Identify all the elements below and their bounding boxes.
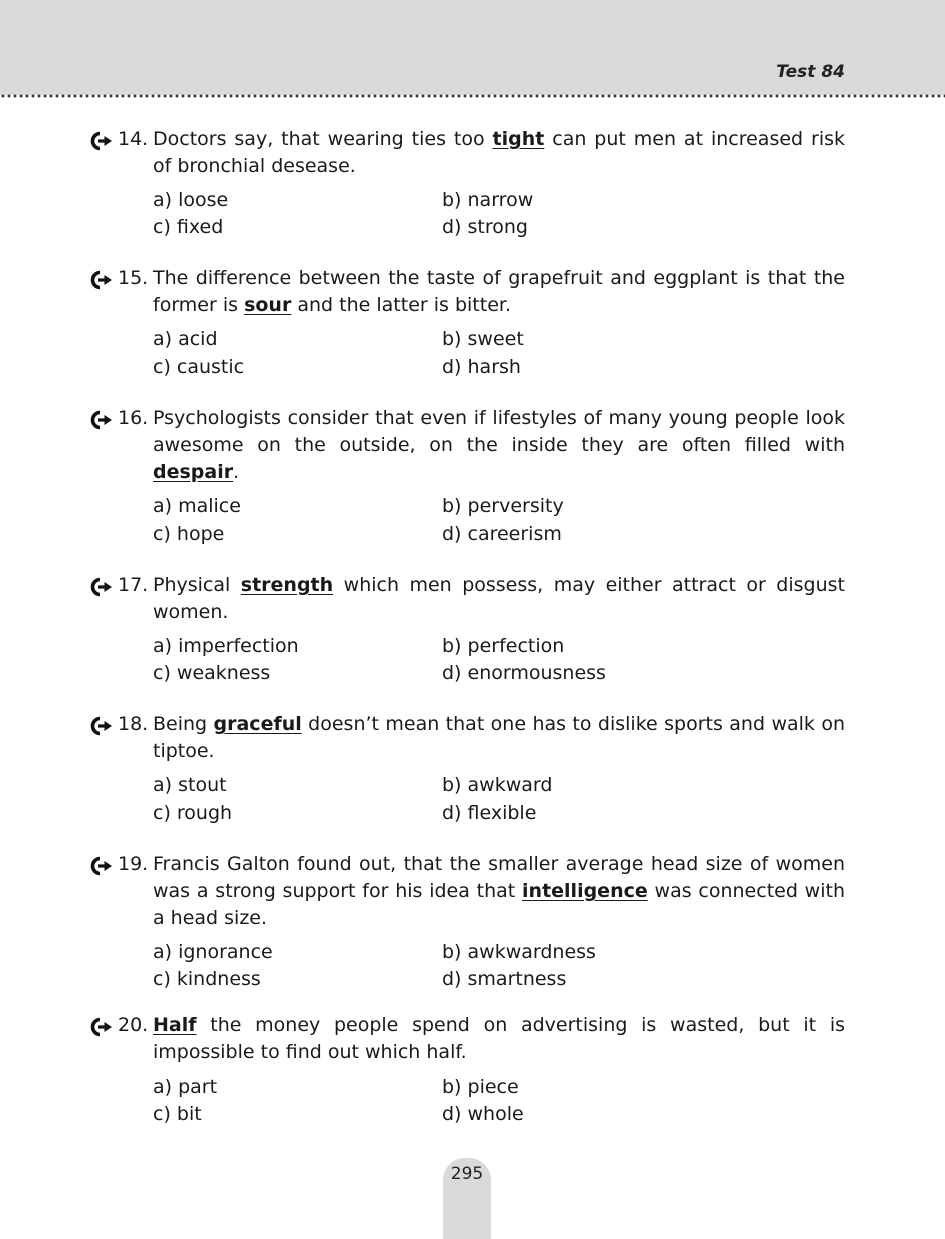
option-c[interactable]: c) caustic: [153, 356, 245, 378]
question-text: Physical strength which men possess, may either attract or disgust women.: [153, 574, 845, 623]
question-text: Doctors say, that wearing ties too tight can put men at increased risk of bronchial desease.: [153, 128, 846, 177]
question-text: Being graceful doesn’t mean that one has to dislike sports and walk on tiptoe.: [153, 713, 845, 762]
option-d[interactable]: d) enormousness: [442, 662, 606, 684]
option-b[interactable]: b) sweet: [442, 328, 524, 350]
option-b[interactable]: b) narrow: [442, 189, 534, 211]
option-b[interactable]: b) awkward: [442, 774, 553, 796]
arrow-bullet-icon: [90, 131, 114, 151]
option-a[interactable]: a) loose: [153, 189, 229, 211]
key-word: Half: [153, 1014, 197, 1036]
option-a[interactable]: a) part: [153, 1076, 218, 1098]
option-b[interactable]: b) piece: [442, 1076, 519, 1098]
question-text: The difference between the taste of grapefruit and eggplant is that the former is sour and the latter is bitter.: [153, 267, 845, 316]
question-number: 20.: [118, 1014, 149, 1036]
arrow-bullet-icon: [90, 856, 114, 876]
question-number: 19.: [118, 853, 149, 875]
option-d[interactable]: d) flexible: [442, 802, 537, 824]
question-text: Psychologists consider that even if lifestyles of many young people look awesome on the outside, on the inside they are often filled with despair.: [153, 407, 845, 483]
arrow-bullet-icon: [90, 1017, 114, 1037]
arrow-bullet-icon: [90, 410, 114, 430]
arrow-bullet-icon: [90, 577, 114, 597]
question-number: 14.: [118, 128, 149, 150]
question-text: Half the money people spend on advertising is wasted, but it is impossible to find out which half.: [153, 1014, 845, 1063]
option-d[interactable]: d) whole: [442, 1103, 524, 1125]
option-b[interactable]: b) perversity: [442, 495, 564, 517]
option-a[interactable]: a) ignorance: [153, 941, 273, 963]
key-word: tight: [492, 128, 545, 150]
question-number: 18.: [118, 713, 149, 735]
question-number: 16.: [118, 407, 149, 429]
key-word: graceful: [213, 713, 302, 735]
option-c[interactable]: c) fixed: [153, 216, 224, 238]
page-number: 295: [450, 1164, 484, 1184]
arrow-bullet-icon: [90, 716, 114, 736]
option-c[interactable]: c) hope: [153, 523, 225, 545]
option-a[interactable]: a) malice: [153, 495, 241, 517]
dotted-divider: [0, 93, 945, 101]
option-b[interactable]: b) awkwardness: [442, 941, 596, 963]
option-c[interactable]: c) rough: [153, 802, 233, 824]
option-a[interactable]: a) stout: [153, 774, 227, 796]
test-title: Test 84: [776, 62, 845, 82]
key-word: sour: [244, 294, 292, 316]
question-number: 15.: [118, 267, 149, 289]
option-d[interactable]: d) strong: [442, 216, 528, 238]
option-c[interactable]: c) kindness: [153, 968, 261, 990]
key-word: despair: [153, 461, 234, 483]
option-c[interactable]: c) weakness: [153, 662, 271, 684]
option-a[interactable]: a) imperfection: [153, 635, 299, 657]
option-c[interactable]: c) bit: [153, 1103, 202, 1125]
key-word: strength: [240, 574, 334, 596]
question-text: Francis Galton found out, that the smaller average head size of women was a strong support for his idea that intelligence was connected with a head size.: [153, 853, 845, 929]
option-b[interactable]: b) perfection: [442, 635, 565, 657]
key-word: intelligence: [522, 880, 648, 902]
page-header: [0, 0, 945, 95]
arrow-bullet-icon: [90, 270, 114, 290]
option-d[interactable]: d) harsh: [442, 356, 521, 378]
option-d[interactable]: d) smartness: [442, 968, 567, 990]
option-d[interactable]: d) careerism: [442, 523, 562, 545]
question-number: 17.: [118, 574, 149, 596]
option-a[interactable]: a) acid: [153, 328, 218, 350]
